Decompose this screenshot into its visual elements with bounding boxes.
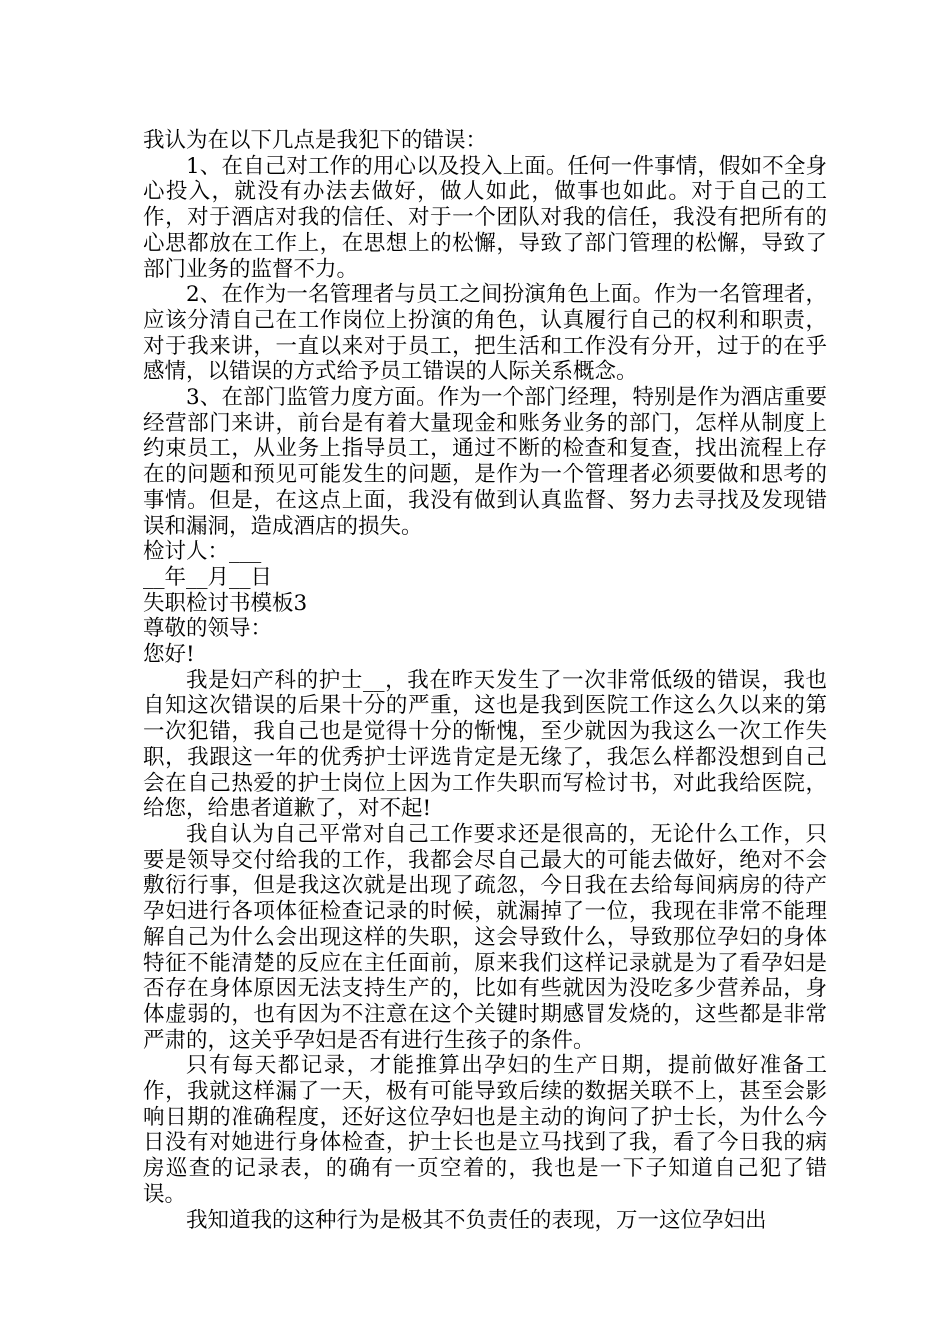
document-body (143, 128, 827, 1233)
signature-line: 检讨人：___ (143, 539, 262, 565)
paragraph-body-1: 我是妇产科的护士__，我在昨天发生了一次非常低级的错误，我也自知这次错误的后果十分的严重，这也是我到医院工作这么久以来的第一次犯错，我自己也是觉得十分的惭愧，至少就因为我这么一次工作失职，我跟这一年的优秀护士评选肯定是无缘了，我怎么样都没想到自己会在自己热爱的护士岗位上因为工作失职而写检讨书，对此我给医院，给您，给患者道歉了，对不起! (143, 667, 827, 822)
paragraph-point-1: 1、在自己对工作的用心以及投入上面。任何一件事情，假如不全身心投入，就没有办法去做好，做人如此，做事也如此。对于自己的工作，对于酒店对我的信任、对于一个团队对我的信任，我没有把所有的心思都放在工作上，在思想上的松懈，导致了部门管理的松懈，导致了部门业务的监督不力。 (143, 153, 827, 282)
date-line: __年__月__日 (143, 564, 273, 590)
paragraph-body-2: 我自认为自己平常对自己工作要求还是很高的，无论什么工作，只要是领导交付给我的工作，我都会尽自己最大的可能去做好，绝对不会敷衍行事，但是我这次就是出现了疏忽，今日我在去给每间病房的待产孕妇进行各项体征检查记录的时候，就漏掉了一位，我现在非常不能理解自己为什么会出现这样的失职，这会导致什么，导致那位孕妇的身体特征不能清楚的反应在主任面前，原来我们这样记录就是为了看孕妇是否存在身体原因无法支持生产的，比如有些就因为没吃多少营养品，身体虚弱的，也有因为不注意在这个关键时期感冒发烧的，这些都是非常严肃的，这关乎孕妇是否有进行生孩子的条件。 (143, 821, 827, 1053)
paragraph-point-3: 3、在部门监管力度方面。作为一个部门经理，特别是作为酒店重要经营部门来讲，前台是有着大量现金和账务业务的部门，怎样从制度上约束员工，从业务上指导员工，通过不断的检查和复查，找出流程上存在的问题和预见可能发生的问题，是作为一个管理者必须要做和思考的事情。但是，在这点上面，我没有做到认真监督、努力去寻找及发现错误和漏洞，造成酒店的损失。 (143, 385, 827, 539)
paragraph-body-3: 只有每天都记录，才能推算出孕妇的生产日期，提前做好准备工作，我就这样漏了一天，极有可能导致后续的数据关联不上，甚至会影响日期的准确程度，还好这位孕妇也是主动的询问了护士长，为什么今日没有对她进行身体检查，护士长也是立马找到了我，看了今日我的病房巡查的记录表，的确有一页空着的，我也是一下子知道自己犯了错误。 (143, 1053, 827, 1207)
paragraph-body-4: 我知道我的这种行为是极其不负责任的表现，万一这位孕妇出 (186, 1207, 767, 1233)
salutation: 尊敬的领导： (143, 616, 273, 642)
section-title: 失职检讨书模板3 (143, 590, 308, 616)
greeting: 您好! (143, 642, 195, 668)
paragraph-point-2: 2、在作为一名管理者与员工之间扮演角色上面。作为一名管理者，应该分清自己在工作岗位上扮演的角色，认真履行自己的权利和职责，对于我来讲，一直以来对于员工，把生活和工作没有分开，过于的在乎感情，以错误的方式给予员工错误的人际关系概念。 (143, 282, 827, 385)
paragraph-intro: 我认为在以下几点是我犯下的错误： (143, 128, 488, 153)
